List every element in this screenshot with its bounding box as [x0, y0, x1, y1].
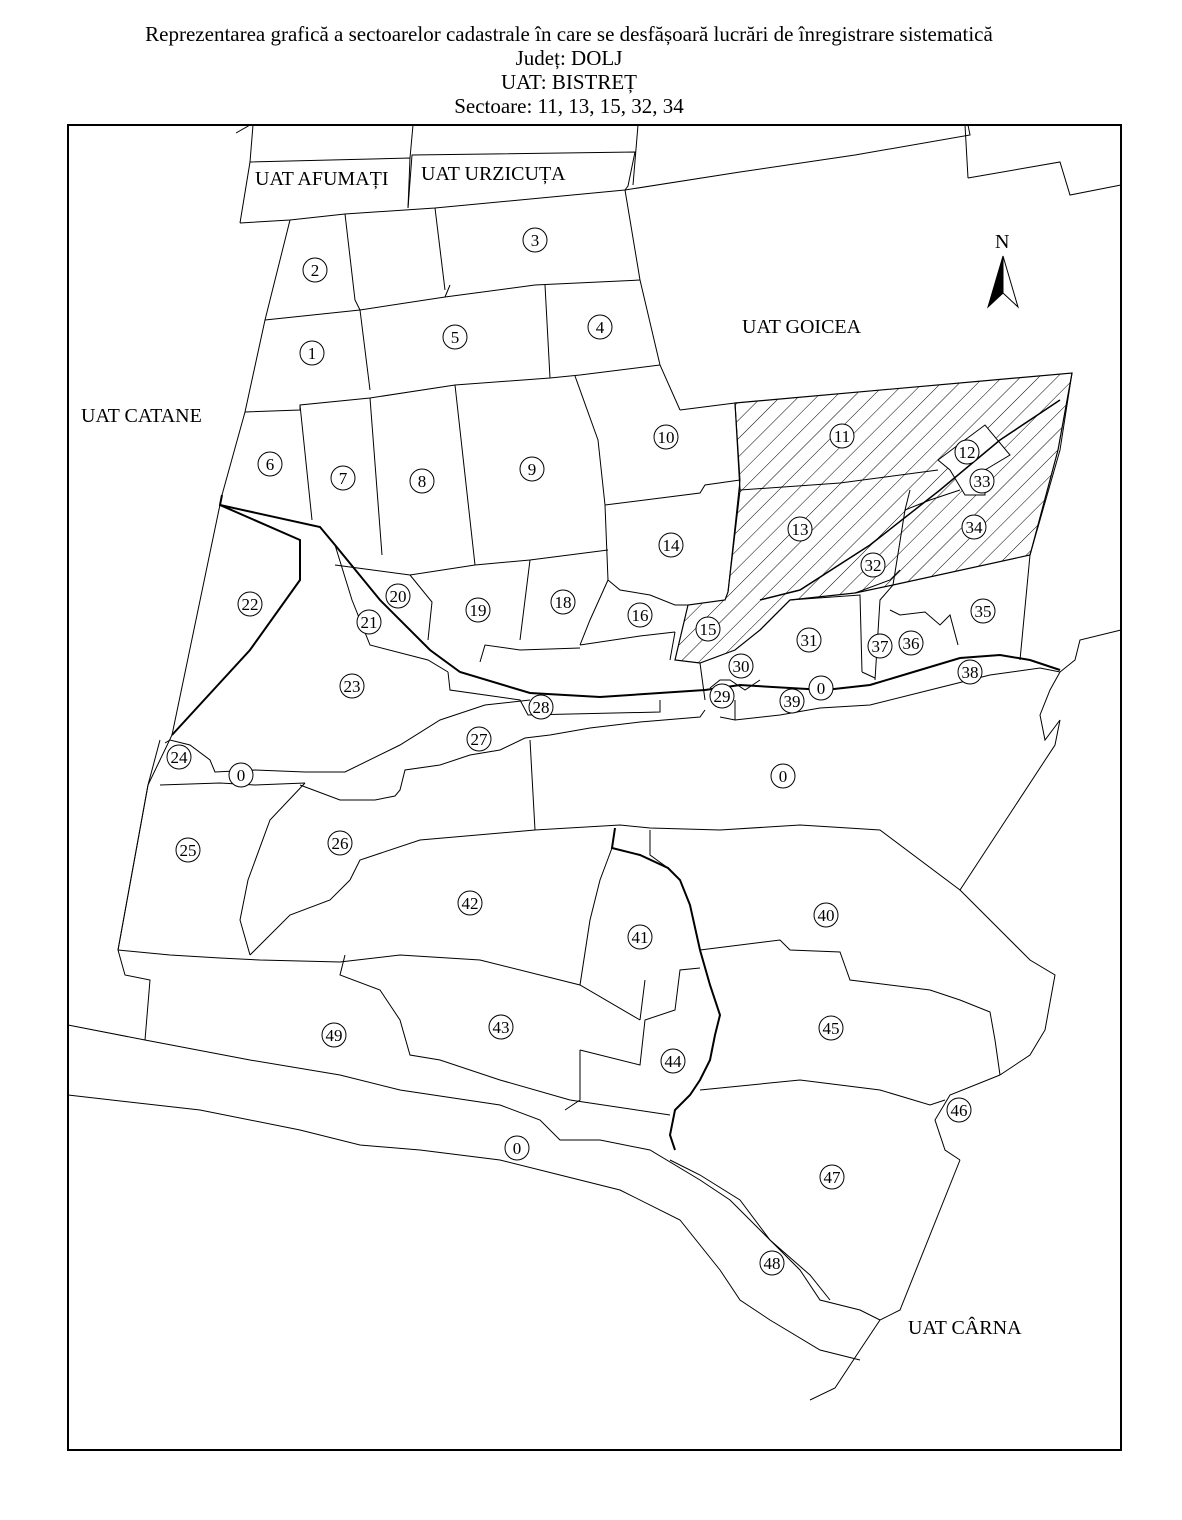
sector-number: 49 — [325, 1026, 343, 1045]
sector-marker — [322, 1023, 346, 1047]
sector-marker — [760, 1251, 784, 1275]
sector-number: 12 — [958, 443, 976, 462]
sector-number: 38 — [961, 663, 979, 682]
sector-number: 8 — [417, 472, 427, 491]
sectors-label: Sectoare: 11, 13, 15, 32, 34 — [454, 94, 684, 118]
sector-marker — [955, 440, 979, 464]
sector-number: 48 — [763, 1254, 781, 1273]
sector-number: 11 — [833, 427, 851, 446]
arrow-shape — [988, 256, 1003, 307]
sector-number: 10 — [657, 428, 675, 447]
sector-marker — [167, 745, 191, 769]
sector-number: 3 — [530, 231, 540, 250]
sector-number: 23 — [343, 677, 361, 696]
sector-number: 13 — [791, 520, 809, 539]
sector-number: 0 — [778, 767, 788, 786]
sector-number: 27 — [470, 730, 488, 749]
sector-marker — [588, 315, 612, 339]
sector-number: 26 — [331, 834, 349, 853]
sector-marker — [971, 599, 995, 623]
sector-number: 30 — [732, 657, 750, 676]
map-title: Reprezentarea grafică a sectoarelor cadastrale în care se desfășoară lucrări de înregistrare sistematică — [145, 22, 993, 46]
sector-marker — [466, 598, 490, 622]
sector-number: 24 — [170, 748, 188, 767]
sector-marker — [820, 1165, 844, 1189]
sector-marker — [661, 1049, 685, 1073]
highlighted-polygon — [675, 373, 1072, 663]
sector-marker — [819, 1016, 843, 1040]
sector-marker — [505, 1136, 529, 1160]
sector-number: 43 — [492, 1018, 510, 1037]
sector-marker — [258, 452, 282, 476]
sector-number: 14 — [662, 536, 680, 555]
sector-marker — [520, 457, 544, 481]
sector-number: 0 — [512, 1139, 522, 1158]
sector-marker — [328, 831, 352, 855]
sector-marker — [696, 617, 720, 641]
arrow-shape-outline — [1003, 256, 1018, 307]
sector-number: 2 — [310, 261, 320, 280]
sector-marker — [300, 341, 324, 365]
sector-marker — [659, 533, 683, 557]
sector-number: 34 — [965, 518, 983, 537]
sector-number: 39 — [783, 692, 801, 711]
sector-marker — [868, 634, 892, 658]
sector-number: 20 — [389, 587, 407, 606]
sector-number: 7 — [338, 469, 348, 488]
sector-marker — [958, 660, 982, 684]
sector-number: 46 — [950, 1101, 968, 1120]
uat-urzicuta-label: UAT URZICUȚA — [421, 163, 566, 185]
uat-label: UAT: BISTREȚ — [500, 70, 638, 94]
sector-number: 19 — [469, 601, 487, 620]
sector-number: 45 — [822, 1019, 840, 1038]
sector-number: 35 — [974, 602, 992, 621]
sector-marker — [489, 1015, 513, 1039]
sector-number: 18 — [554, 593, 572, 612]
sector-marker — [962, 515, 986, 539]
sector-marker — [410, 469, 434, 493]
sector-number: 44 — [664, 1052, 682, 1071]
sector-marker — [386, 584, 410, 608]
north-arrow-label: N — [995, 231, 1010, 253]
north-arrow — [988, 231, 1018, 307]
sector-marker — [899, 631, 923, 655]
sector-number: 4 — [595, 318, 605, 337]
sector-marker — [947, 1098, 971, 1122]
sector-number: 31 — [800, 631, 818, 650]
sector-number: 22 — [241, 595, 259, 614]
sector-marker — [861, 553, 885, 577]
sector-marker — [628, 603, 652, 627]
sector-number: 42 — [461, 894, 479, 913]
sector-number: 25 — [179, 841, 197, 860]
sector-number: 16 — [631, 606, 649, 625]
sector-number: 40 — [817, 906, 835, 925]
uat-catane-label: UAT CATANE — [81, 405, 202, 427]
sector-marker — [628, 925, 652, 949]
sector-marker — [458, 891, 482, 915]
sector-number: 37 — [871, 637, 889, 656]
sector-labels — [167, 228, 995, 1275]
sector-marker — [654, 425, 678, 449]
sector-marker — [780, 689, 804, 713]
sector-number: 29 — [713, 687, 731, 706]
neighbor-labels — [81, 163, 1022, 1339]
uat-afumati-label: UAT AFUMAȚI — [255, 168, 389, 190]
sector-marker — [357, 610, 381, 634]
sector-marker — [467, 727, 491, 751]
sector-number: 41 — [631, 928, 649, 947]
sector-number: 0 — [236, 766, 246, 785]
sector-marker — [970, 469, 994, 493]
sector-number: 15 — [699, 620, 717, 639]
sector-number: 32 — [864, 556, 882, 575]
sector-marker — [814, 903, 838, 927]
sector-marker — [229, 763, 253, 787]
highlighted-area — [675, 373, 1072, 663]
sector-marker — [529, 695, 553, 719]
sector-marker — [809, 676, 833, 700]
sector-number: 1 — [307, 344, 317, 363]
sector-marker — [729, 654, 753, 678]
sector-marker — [340, 674, 364, 698]
sector-marker — [331, 466, 355, 490]
uat-goicea-label: UAT GOICEA — [742, 316, 862, 338]
county-label: Județ: DOLJ — [515, 46, 623, 70]
sector-number: 47 — [823, 1168, 841, 1187]
sector-marker — [788, 517, 812, 541]
sector-marker — [176, 838, 200, 862]
sector-number: 9 — [527, 460, 537, 479]
sector-marker — [830, 424, 854, 448]
sector-number: 33 — [973, 472, 991, 491]
sector-marker — [443, 325, 467, 349]
sector-marker — [771, 764, 795, 788]
sector-number: 6 — [265, 455, 275, 474]
sector-number: 5 — [450, 328, 460, 347]
sector-number: 21 — [360, 613, 378, 632]
sector-marker — [303, 258, 327, 282]
sector-number: 36 — [902, 634, 920, 653]
sector-marker — [797, 628, 821, 652]
sector-marker — [551, 590, 575, 614]
sector-number: 28 — [532, 698, 550, 717]
sector-marker — [710, 684, 734, 708]
sector-marker — [238, 592, 262, 616]
uat-carna-label: UAT CÂRNA — [908, 1317, 1022, 1339]
sector-marker — [523, 228, 547, 252]
sector-number: 0 — [816, 679, 826, 698]
